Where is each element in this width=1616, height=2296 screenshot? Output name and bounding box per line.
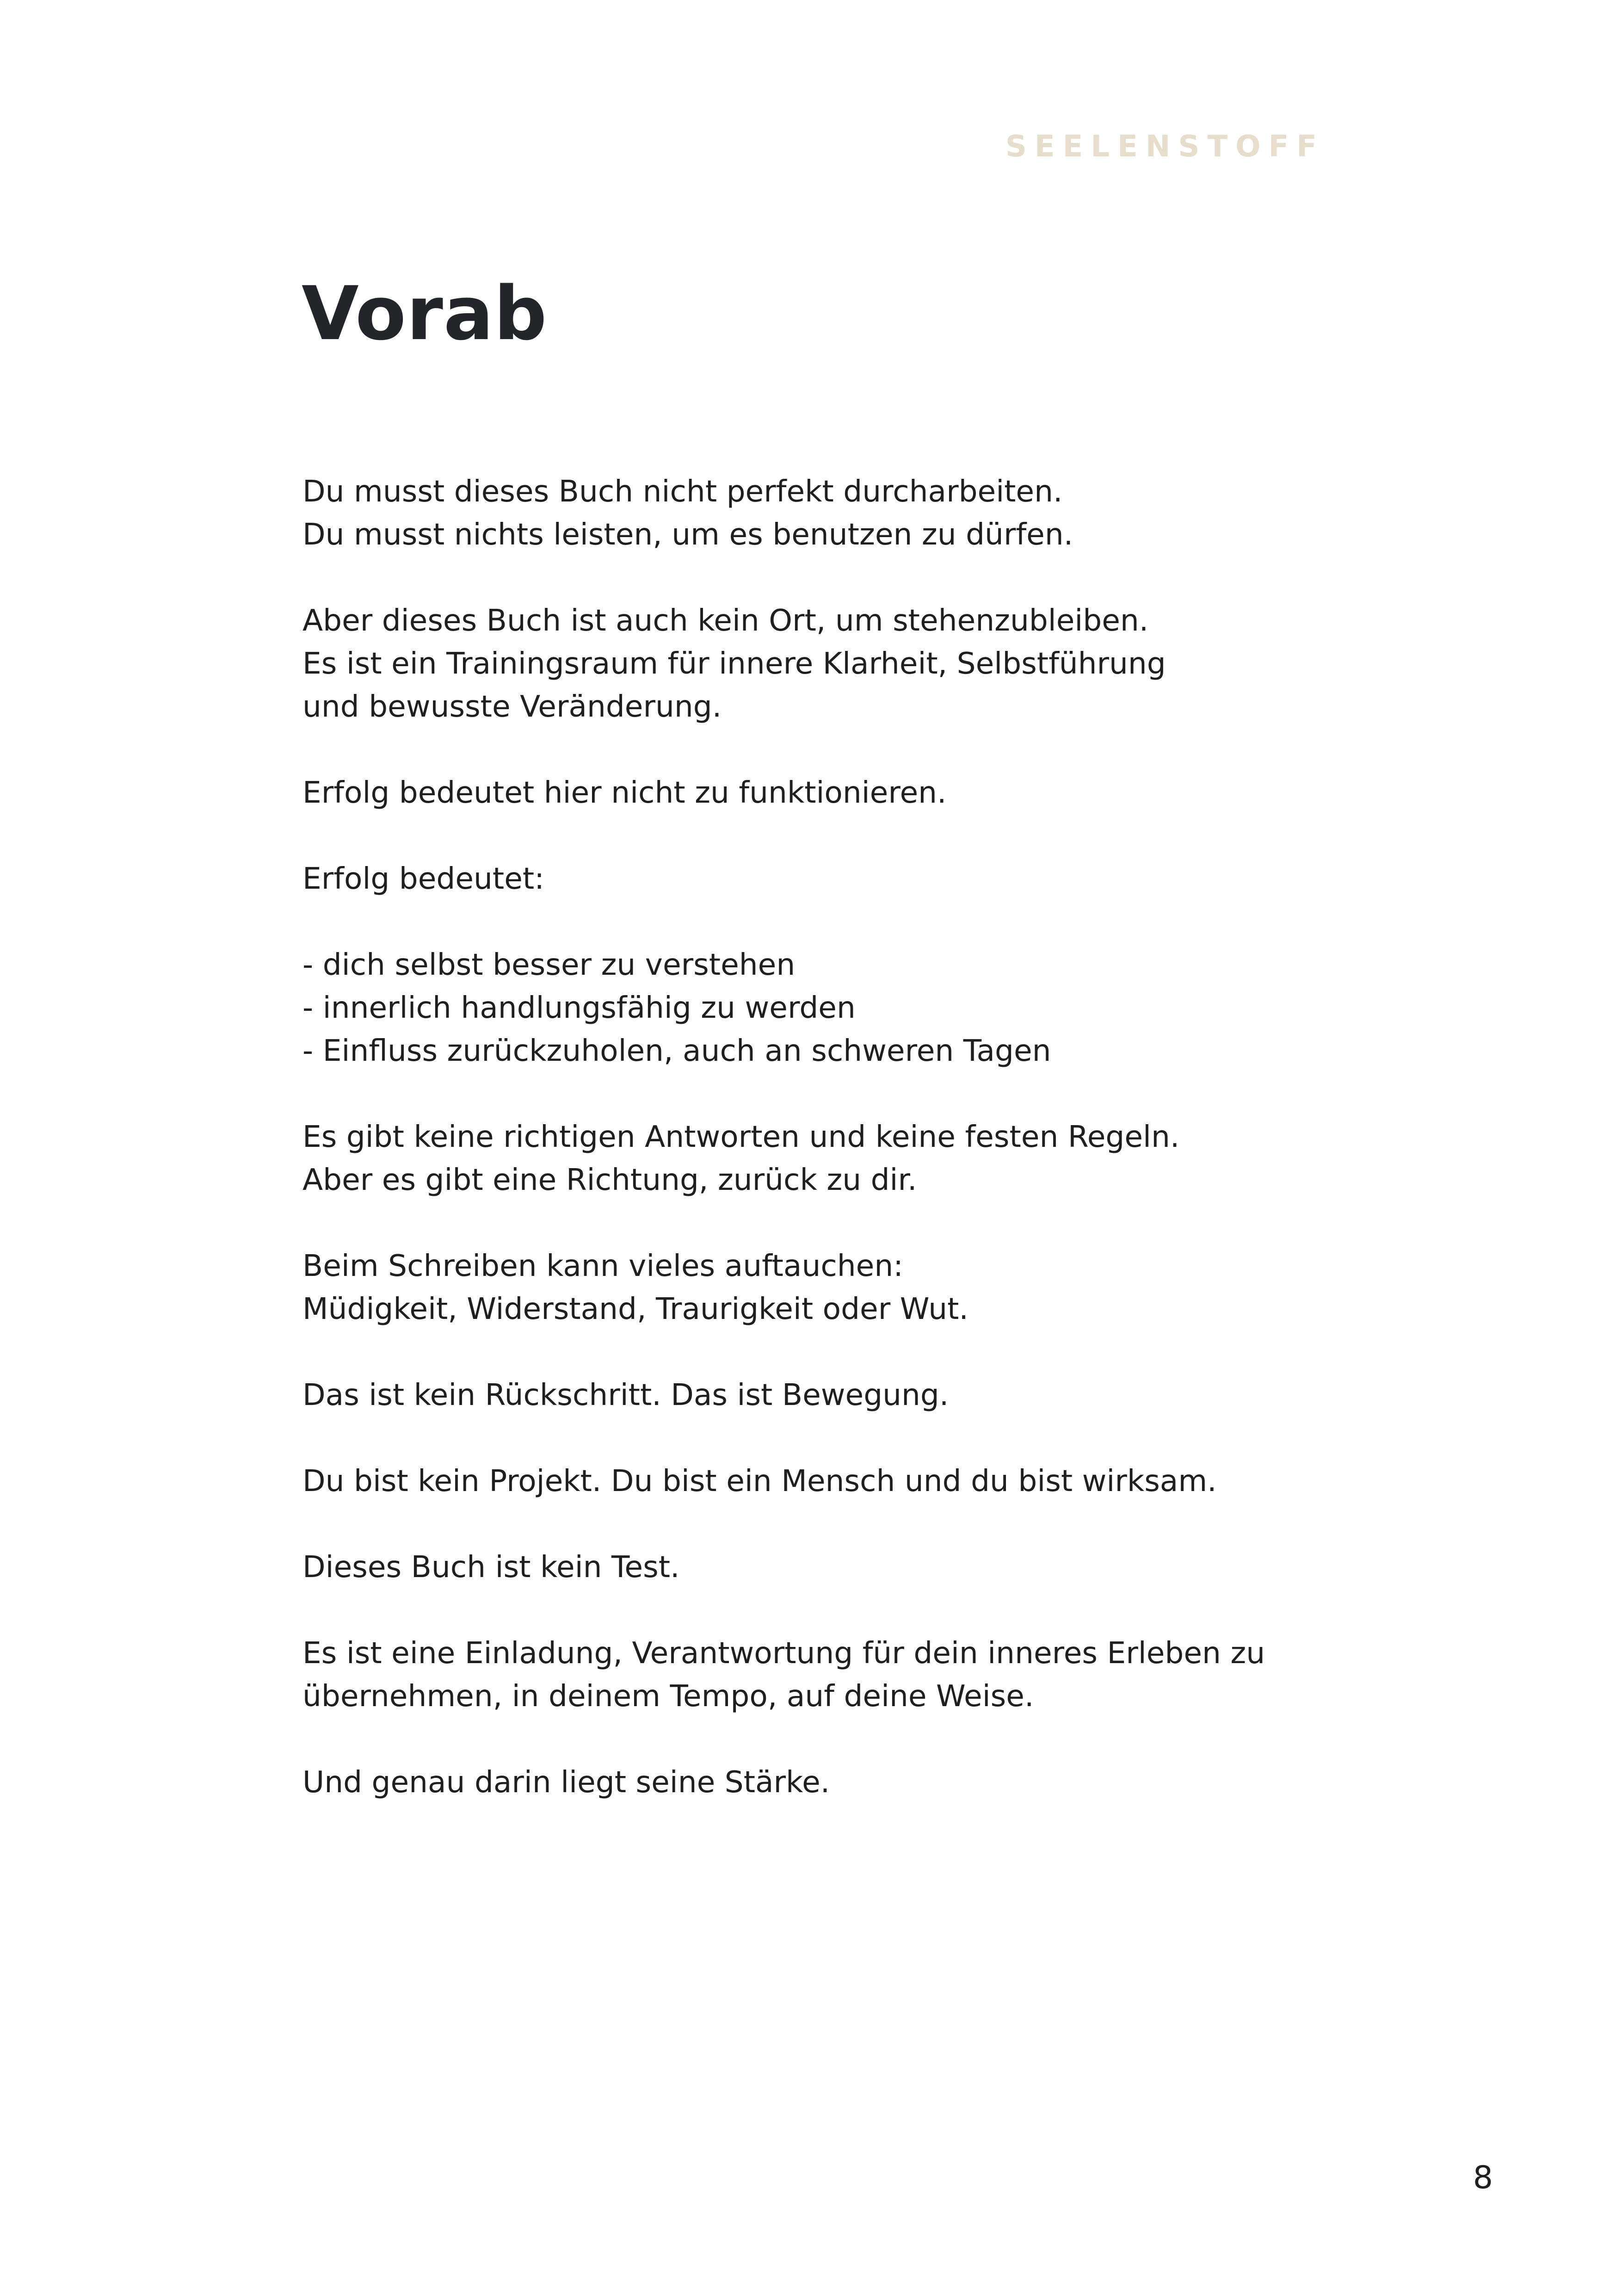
body-text [302,470,1366,1804]
text-line: Aber dieses Buch ist auch kein Ort, um stehenzubleiben. [302,603,1149,638]
paragraph [302,1632,1366,1718]
text-line: Es ist ein Trainingsraum für innere Klarheit, Selbstführung [302,646,1166,681]
page-title: Vorab [302,270,548,357]
text-line: Und genau darin liegt seine Stärke. [302,1765,830,1800]
paragraph [302,1244,1366,1331]
paragraph [302,857,1366,900]
paragraph [302,599,1366,728]
paragraph [302,1460,1366,1503]
text-line: Es gibt keine richtigen Antworten und keine festen Regeln. [302,1120,1180,1154]
text-line: Müdigkeit, Widerstand, Traurigkeit oder Wut. [302,1292,968,1326]
page-number: 8 [1473,2160,1493,2196]
paragraph [302,470,1366,556]
text-line: Erfolg bedeutet: [302,861,544,896]
paragraph [302,1115,1366,1201]
text-line: Das ist kein Rückschritt. Das ist Bewegung. [302,1378,949,1412]
text-line: Dieses Buch ist kein Test. [302,1550,680,1584]
text-line: Du bist kein Projekt. Du bist ein Mensch und du bist wirksam. [302,1464,1217,1498]
paragraph [302,1374,1366,1417]
paragraph [302,1546,1366,1589]
text-line: und bewusste Veränderung. [302,689,722,724]
text-line: Du musst dieses Buch nicht perfekt durcharbeiten. [302,474,1063,509]
text-line: übernehmen, in deinem Tempo, auf deine Weise. [302,1679,1034,1714]
brand-header: SEELENSTOFF [1005,130,1325,164]
text-line: Es ist eine Einladung, Verantwortung für dein inneres Erleben zu [302,1636,1265,1671]
text-line: Erfolg bedeutet hier nicht zu funktionieren. [302,775,947,810]
list-item: - dich selbst besser zu verstehen [302,947,796,982]
list-item: - Einfluss zurückzuholen, auch an schweren Tagen [302,1034,1051,1068]
list-item: - innerlich handlungsfähig zu werden [302,990,856,1025]
text-line: Du musst nichts leisten, um es benutzen zu dürfen. [302,517,1073,552]
paragraph [302,1761,1366,1804]
text-line: Aber es gibt eine Richtung, zurück zu dir. [302,1163,917,1197]
text-line: Beim Schreiben kann vieles auftauchen: [302,1249,903,1283]
bullet-list [302,943,1366,1072]
paragraph [302,771,1366,814]
